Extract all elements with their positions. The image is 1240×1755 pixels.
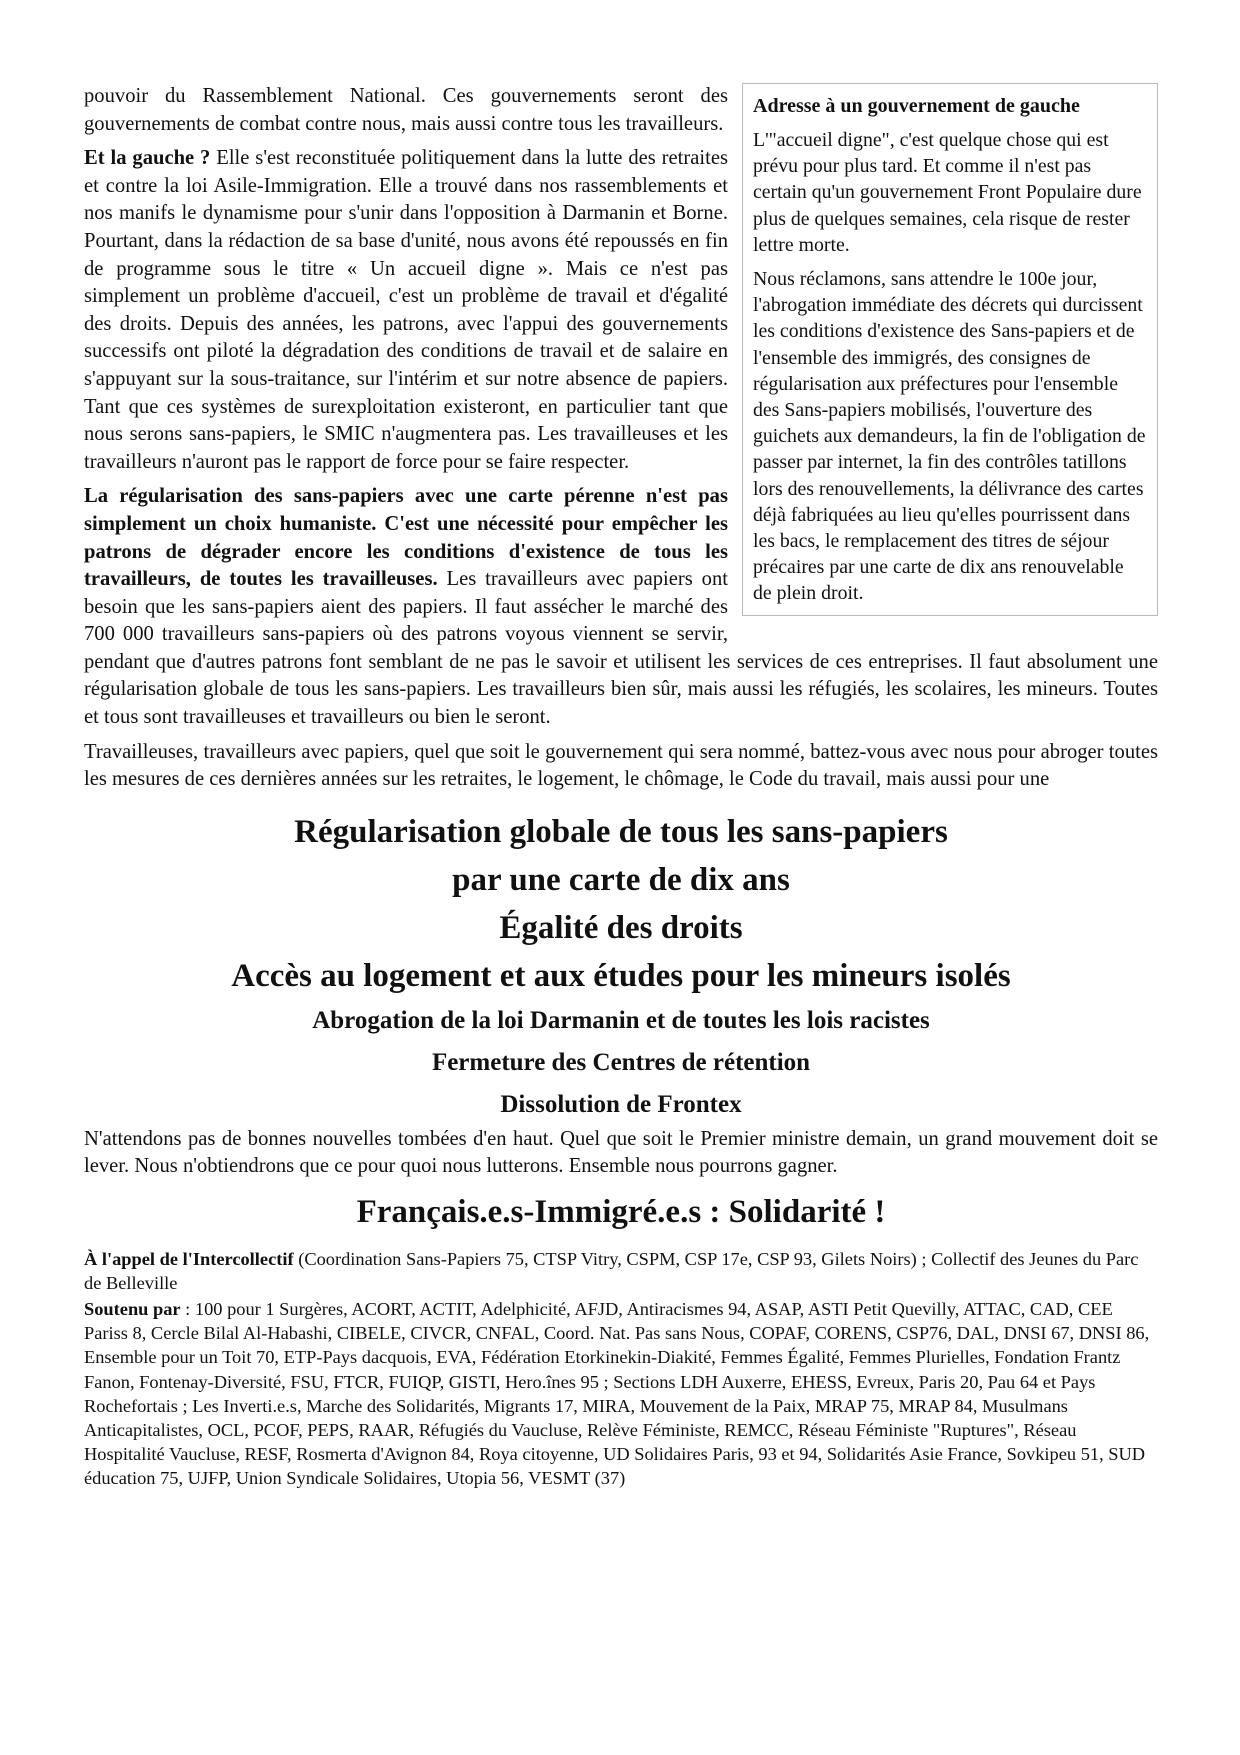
- call-line: [84, 1247, 1158, 1295]
- body-paragraph-3-bold: La régularisation des sans-papiers avec une carte pérenne n'est pas simplement un choix humaniste. C'est une nécessité pour empêcher les patrons de dégrader encore les conditions d'existence de tous les travailleurs, de toutes les travailleuses.: [84, 485, 728, 591]
- slogan-heading: Français.e.s-Immigré.e.s : Solidarité !: [356, 1194, 886, 1231]
- demands-block: [84, 808, 1158, 1126]
- support-text: : 100 pour 1 Surgères, ACORT, ACTIT, Adelphicité, AFJD, Antiracismes 94, ASAP, ASTI Petit Quevilly, ATTAC, CAD, CEE Pariss 8, Cercle Bilal Al-Habashi, CIBELE, CIVCR, CNFAL, Coord. Nat. Pas sans Nous, COPAF, CORENS, CSP76, DAL, DNSI 67, DNSI 86, Ensemble pour un Toit 70, ETP-Pays dacquois, EVA, Fédération Etorkinekin-Diakité, Femmes Égalité, Femmes Plurielles, Fondation Frantz Fanon, Fontenay-Diversité, FSU, FTCR, FUIQP, GISTI, Hero.înes 95 ; Sections LDH Auxerre, EHESS, Evreux, Paris 20, Pau 64 et Pays Rochefortais ; Les Inverti.e.s, Marche des Solidarités, Migrants 17, MIRA, Mouvement de la Paix, MRAP 75, MRAP 84, Musulmans Anticapitalistes, OCL, PCOF, PEPS, RAAR, Réfugiés du Vaucluse, Relève Féministe, REMCC, Réseau Féministe "Ruptures", Réseau Hospitalité Vaucluse, RESF, Rosmerta d'Avignon 84, Roya citoyenne, UD Solidaires Paris, 93 et 94, Solidarités Asie France, Sovkipeu 51, SUD éducation 75, UJFP, Union Syndicale Solidaires, Utopia 56, VESMT (37): [84, 1299, 1150, 1488]
- demand-abrogation: Abrogation de la loi Darmanin et de toutes les lois racistes: [312, 1006, 930, 1034]
- sidebar-box: [742, 83, 1158, 616]
- sidebar-title: Adresse à un gouvernement de gauche: [753, 95, 1080, 117]
- closing-paragraph: N'attendons pas de bonnes nouvelles tombées d'en haut. Quel que soit le Premier ministre demain, un grand mouvement doit se lever. Nous n'obtiendrons que ce pour quoi nous lutterons. Ensemble nous pourrons gagner.: [84, 1127, 1158, 1178]
- support-lead: Soutenu par: [84, 1299, 181, 1320]
- body-paragraph-3-text: Les travailleurs avec papiers ont besoin que les sans-papiers aient des papiers. Il faut assécher le marché des 700 000 travailleurs sans-papiers où des patrons voyous viennent se servir, pendant que d'autres patrons font semblant de ne pas le savoir et utilisent les services de ces entreprises. Il faut absolument une régularisation globale de tous les sans-papiers. Les travailleurs bien sûr, mais aussi les réfugiés, les scolaires, les mineurs. Toutes et tous sont travailleuses et travailleurs ou bien le seront.: [84, 568, 1158, 729]
- demand-logement-etudes: Accès au logement et aux études pour les mineurs isolés: [231, 957, 1011, 994]
- signatories-block: [84, 1247, 1158, 1490]
- demand-carte-dix-ans: par une carte de dix ans: [452, 861, 790, 898]
- body-paragraph-4: Travailleuses, travailleurs avec papiers, quel que soit le gouvernement qui sera nommé, battez-vous avec nous pour abroger toutes les mesures de ces dernières années sur les retraites, le logement, le chômage, le Code du travail, mais aussi pour une: [84, 740, 1158, 791]
- sidebar-paragraph-2: Nous réclamons, sans attendre le 100e jour, l'abrogation immédiate des décrets qui durcissent les conditions d'existence des Sans-papiers et de l'ensemble des immigrés, des consignes de régularisation aux préfectures pour l'ensemble des Sans-papiers mobilisés, l'ouverture des guichets aux demandeurs, la fin de l'obligation de passer par internet, la fin des contrôles tatillons lors des renouvellements, la délivrance des cartes déjà fabriquées au lieu qu'elles pourrissent dans les bacs, le remplacement des titres de séjour précaires par une carte de dix ans renouvelable de plein droit.: [753, 268, 1146, 605]
- sidebar-paragraph-1: L'"accueil digne", c'est quelque chose qui est prévu pour plus tard. Et comme il n'est pas certain qu'un gouvernement Front Populaire dure plus de quelques semaines, cela risque de rester lettre morte.: [753, 129, 1142, 256]
- demand-regularisation: Régularisation globale de tous les sans-papiers: [294, 813, 948, 850]
- document-page: [84, 83, 1158, 1490]
- call-lead: À l'appel de l'Intercollectif: [84, 1249, 294, 1270]
- body-paragraph-1: pouvoir du Rassemblement National. Ces gouvernements seront des gouvernements de combat contre nous, mais aussi contre tous les travailleurs.: [84, 85, 728, 135]
- demand-frontex: Dissolution de Frontex: [500, 1090, 742, 1118]
- body-paragraph-2-text: Elle s'est reconstituée politiquement dans la lutte des retraites et contre la loi Asile-Immigration. Elle a trouvé dans nos rassemblements et nos manifs le dynamisme pour s'unir dans l'opposition à Darmanin et Borne. Pourtant, dans la rédaction de sa base d'unité, nous avons été repoussés en fin de programme sous le titre « Un accueil digne ». Mais ce n'est pas simplement un problème d'accueil, c'est un problème de travail et d'égalité des droits. Depuis des années, les patrons, avec l'appui des gouvernements successifs ont piloté la dégradation des conditions de travail et de salaire en s'appuyant sur la sous-traitance, sur l'intérim et sur notre absence de papiers. Tant que ces systèmes de surexploitation existeront, en particulier tant que nous serons sans-papiers, le SMIC n'augmentera pas. Les travailleuses et les travailleurs n'auront pas le rapport de force pour se faire respecter.: [84, 147, 728, 473]
- demand-egalite: Égalité des droits: [499, 909, 743, 946]
- call-text: (Coordination Sans-Papiers 75, CTSP Vitry, CSPM, CSP 17e, CSP 93, Gilets Noirs) ; Collectif des Jeunes du Parc de Belleville: [84, 1249, 1139, 1294]
- support-line: [84, 1297, 1158, 1490]
- demand-fermeture-cra: Fermeture des Centres de rétention: [431, 1048, 811, 1076]
- body-paragraph-2-lead: Et la gauche ?: [84, 147, 211, 170]
